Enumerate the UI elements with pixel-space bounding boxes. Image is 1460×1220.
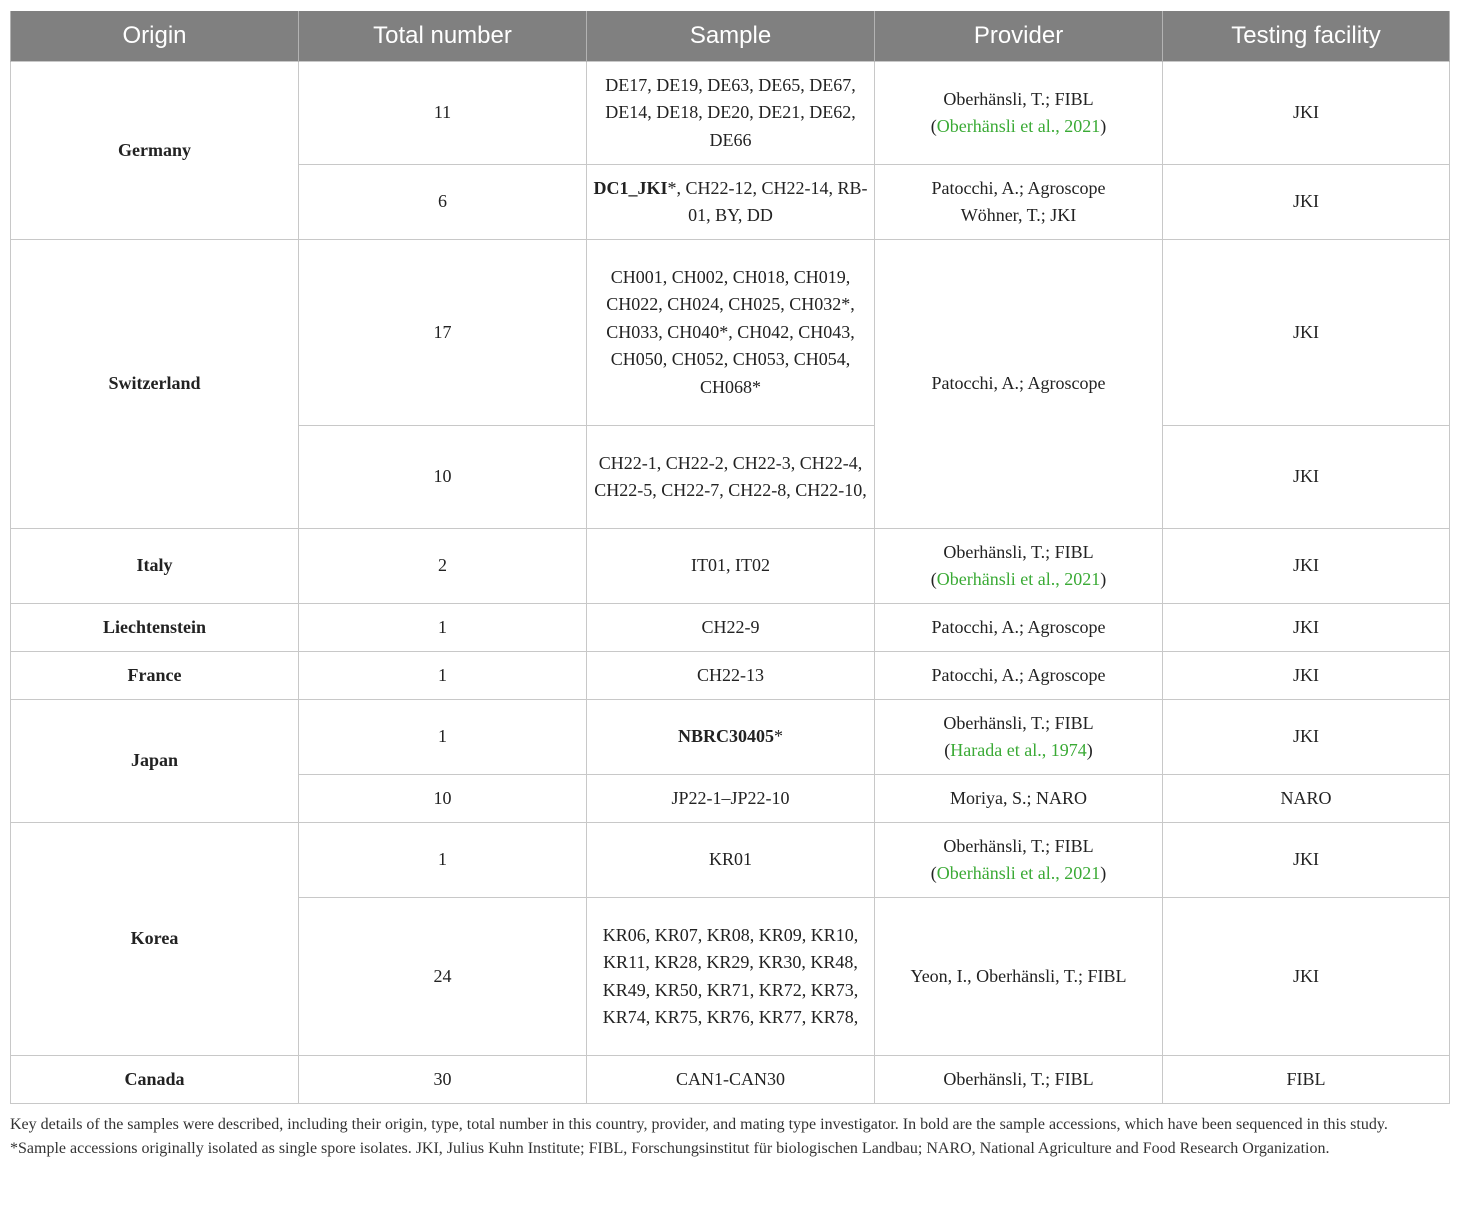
origin-cell: France	[11, 652, 299, 700]
total-cell: 1	[299, 604, 587, 652]
table-row	[11, 652, 1450, 700]
facility-cell: JKI	[1163, 652, 1450, 700]
provider-text: Oberhänsli, T.; FIBL	[943, 835, 1094, 856]
provider-cell: Yeon, I., Oberhänsli, T.; FIBL	[875, 898, 1163, 1056]
provider-cell: Patocchi, A.; Agroscope	[875, 604, 1163, 652]
header-origin: Origin	[11, 11, 299, 62]
total-cell: 24	[299, 898, 587, 1056]
sample-cell	[587, 165, 875, 240]
provider-cell: Moriya, S.; NARO	[875, 775, 1163, 823]
provider-text: Patocchi, A.; Agroscope	[931, 177, 1106, 198]
provider-text: Wöhner, T.; JKI	[960, 205, 1077, 225]
origin-cell: Germany	[11, 62, 299, 240]
total-cell: 11	[299, 62, 587, 165]
provider-cell: Patocchi, A.; Agroscope	[875, 652, 1163, 700]
provider-cell	[875, 62, 1163, 165]
facility-cell: JKI	[1163, 62, 1450, 165]
table-row	[11, 604, 1450, 652]
sample-cell: CH22-1, CH22-2, CH22-3, CH22-4, CH22-5, CH22-7, CH22-8, CH22-10,	[587, 426, 875, 529]
table-row	[11, 700, 1450, 775]
citation-link[interactable]: Harada et al., 1974	[950, 740, 1087, 760]
sequenced-accession: DC1_JKI	[593, 177, 668, 198]
footnote-abbreviations: *Sample accessions originally isolated as single spore isolates. JKI, Julius Kuhn Institute; FIBL, Forschungsinstitut für biologischen Landbau; NARO, National Agriculture and Food Research Organization.	[10, 1140, 1330, 1157]
origin-cell: Switzerland	[11, 240, 299, 529]
origin-cell: Korea	[11, 823, 299, 1056]
paren-close: )	[1100, 569, 1107, 589]
provider-cell	[875, 700, 1163, 775]
origin-cell: Japan	[11, 700, 299, 823]
sample-cell: KR06, KR07, KR08, KR09, KR10, KR11, KR28, KR29, KR30, KR48, KR49, KR50, KR71, KR72, KR73, KR74, KR75, KR76, KR77, KR78,	[587, 898, 875, 1056]
header-testing-facility: Testing facility	[1163, 11, 1450, 62]
sample-cell: CH001, CH002, CH018, CH019, CH022, CH024, CH025, CH032*, CH033, CH040*, CH042, CH043, CH050, CH052, CH053, CH054, CH068*	[587, 240, 875, 426]
paren-close: )	[1086, 740, 1093, 760]
total-cell: 6	[299, 165, 587, 240]
sequenced-accession: NBRC30405	[677, 726, 774, 747]
facility-cell: JKI	[1163, 426, 1450, 529]
paren-open: (	[944, 740, 951, 760]
samples-table-container	[10, 11, 1449, 1104]
provider-cell: Patocchi, A.; Agroscope	[875, 240, 1163, 529]
origin-cell: Liechtenstein	[11, 604, 299, 652]
origin-cell: Italy	[11, 529, 299, 604]
paren-close: )	[1100, 116, 1107, 136]
sample-cell: CAN1-CAN30	[587, 1056, 875, 1104]
paren-open: (	[930, 569, 937, 589]
citation-link[interactable]: Oberhänsli et al., 2021	[936, 863, 1101, 883]
samples-table	[10, 11, 1450, 1104]
citation-link[interactable]: Oberhänsli et al., 2021	[936, 569, 1101, 589]
sample-text: *, CH22-12, CH22-14, RB-01, BY, DD	[667, 177, 868, 225]
provider-text: Oberhänsli, T.; FIBL	[943, 712, 1094, 733]
header-total-number: Total number	[299, 11, 587, 62]
total-cell: 10	[299, 426, 587, 529]
facility-cell: JKI	[1163, 898, 1450, 1056]
table-row	[11, 62, 1450, 165]
facility-cell: JKI	[1163, 604, 1450, 652]
total-cell: 1	[299, 700, 587, 775]
facility-cell: FIBL	[1163, 1056, 1450, 1104]
table-row	[11, 823, 1450, 898]
sample-cell: KR01	[587, 823, 875, 898]
paren-close: )	[1100, 863, 1107, 883]
sample-cell: CH22-9	[587, 604, 875, 652]
total-cell: 17	[299, 240, 587, 426]
table-row	[11, 240, 1450, 426]
provider-text: Oberhänsli, T.; FIBL	[943, 88, 1094, 109]
total-cell: 30	[299, 1056, 587, 1104]
paren-open: (	[930, 863, 937, 883]
sample-cell: IT01, IT02	[587, 529, 875, 604]
facility-cell: JKI	[1163, 700, 1450, 775]
paren-open: (	[930, 116, 937, 136]
citation-link[interactable]: Oberhänsli et al., 2021	[936, 116, 1101, 136]
sample-cell	[587, 700, 875, 775]
table-row	[11, 1056, 1450, 1104]
total-cell: 10	[299, 775, 587, 823]
header-provider: Provider	[875, 11, 1163, 62]
total-cell: 1	[299, 823, 587, 898]
table-header	[11, 11, 1450, 62]
provider-cell	[875, 823, 1163, 898]
facility-cell: NARO	[1163, 775, 1450, 823]
facility-cell: JKI	[1163, 823, 1450, 898]
table-footnote	[10, 1113, 1449, 1161]
footnote-description: Key details of the samples were described, including their origin, type, total number in this country, provider, and mating type investigator. In bold are the sample accessions, which have been sequenced in this study.	[10, 1116, 1388, 1133]
provider-cell	[875, 529, 1163, 604]
provider-cell: Oberhänsli, T.; FIBL	[875, 1056, 1163, 1104]
header-sample: Sample	[587, 11, 875, 62]
facility-cell: JKI	[1163, 165, 1450, 240]
sample-cell: CH22-13	[587, 652, 875, 700]
total-cell: 2	[299, 529, 587, 604]
table-row	[11, 529, 1450, 604]
provider-cell	[875, 165, 1163, 240]
sample-cell: DE17, DE19, DE63, DE65, DE67, DE14, DE18, DE20, DE21, DE62, DE66	[587, 62, 875, 165]
origin-cell: Canada	[11, 1056, 299, 1104]
provider-text: Oberhänsli, T.; FIBL	[943, 541, 1094, 562]
total-cell: 1	[299, 652, 587, 700]
sample-cell: JP22-1–JP22-10	[587, 775, 875, 823]
sample-text: *	[774, 726, 783, 747]
facility-cell: JKI	[1163, 529, 1450, 604]
facility-cell: JKI	[1163, 240, 1450, 426]
